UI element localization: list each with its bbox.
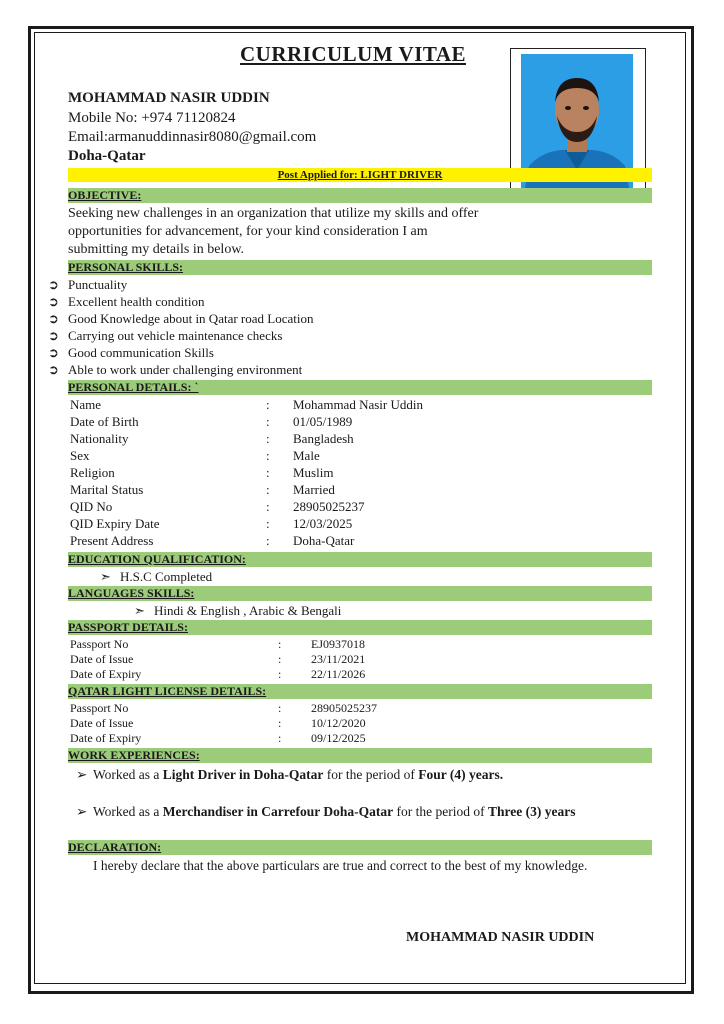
detail-colon: : — [278, 731, 282, 745]
arrow-bullet-icon: ➢ — [76, 767, 88, 782]
list-item — [48, 362, 302, 378]
detail-value: Muslim — [293, 465, 334, 480]
arrow-bullet-icon: ➲ — [48, 328, 59, 343]
detail-value: 28905025237 — [311, 701, 377, 715]
detail-label: Date of Birth — [70, 414, 139, 429]
detail-row — [70, 482, 650, 499]
section-heading: OBJECTIVE: — [68, 188, 142, 202]
detail-value: Doha-Qatar — [293, 533, 355, 548]
objective-line: submitting my details in below. — [68, 242, 245, 257]
objective-line: Seeking new challenges in an organization that utilize my skills and offer — [68, 206, 479, 221]
section-work-experience — [68, 748, 652, 763]
section-education — [68, 552, 652, 567]
signature-name: MOHAMMAD NASIR UDDIN — [406, 930, 595, 945]
work-text: for the period of — [393, 804, 488, 819]
detail-label: Name — [70, 397, 102, 412]
languages-item: Hindi & English , Arabic & Bengali — [154, 603, 342, 618]
section-heading: DECLARATION: — [68, 840, 162, 854]
detail-label: Present Address — [70, 533, 154, 548]
work-duration: Four (4) years. — [418, 767, 504, 782]
section-heading: WORK EXPERIENCES: — [68, 748, 200, 762]
detail-value: Mohammad Nasir Uddin — [293, 397, 423, 412]
detail-colon: : — [278, 652, 282, 666]
list-item — [134, 603, 341, 619]
detail-value: 12/03/2025 — [293, 516, 353, 531]
detail-row — [70, 731, 650, 746]
detail-label: QID No — [70, 499, 113, 514]
pointer-bullet-icon: ➣ — [134, 603, 145, 618]
list-item-label: Good Knowledge about in Qatar road Location — [68, 311, 314, 326]
section-heading: QATAR LIGHT LICENSE DETAILS: — [68, 684, 267, 698]
detail-colon: : — [266, 482, 270, 497]
detail-row — [70, 414, 650, 431]
detail-value: 23/11/2021 — [311, 652, 366, 666]
candidate-city: Doha-Qatar — [68, 148, 146, 164]
detail-label: Date of Issue — [70, 716, 134, 730]
list-item — [48, 311, 313, 327]
post-applied-text: Post Applied for: LIGHT DRIVER — [277, 169, 443, 181]
detail-row — [70, 701, 650, 716]
detail-label: Sex — [70, 448, 90, 463]
detail-label: Nationality — [70, 431, 129, 446]
detail-colon: : — [278, 667, 282, 681]
detail-value: Bangladesh — [293, 431, 354, 446]
list-item — [48, 345, 214, 361]
detail-value: 22/11/2026 — [311, 667, 366, 681]
work-role: Light Driver in Doha-Qatar — [162, 767, 324, 782]
detail-row — [70, 431, 650, 448]
detail-value: 28905025237 — [293, 499, 365, 514]
section-passport — [68, 620, 652, 635]
section-heading: PASSPORT DETAILS: — [68, 620, 188, 634]
work-item — [76, 766, 654, 804]
detail-value: EJ0937018 — [311, 637, 365, 651]
detail-row — [70, 448, 650, 465]
list-item-label: Excellent health condition — [68, 294, 205, 309]
work-text: for the period of — [323, 767, 419, 782]
detail-colon: : — [266, 465, 270, 480]
work-text: Worked as a — [93, 804, 163, 819]
detail-label: Religion — [70, 465, 115, 480]
section-heading: PERSONAL SKILLS: — [68, 260, 184, 274]
work-item — [76, 803, 654, 841]
section-personal-skills — [68, 260, 652, 275]
list-item-label: Good communication Skills — [68, 345, 214, 360]
detail-colon: : — [266, 397, 270, 412]
section-declaration — [68, 840, 652, 855]
pointer-bullet-icon: ➣ — [100, 569, 111, 584]
section-heading: LANGUAGES SKILLS: — [68, 586, 195, 600]
mobile-number: Mobile No: +974 71120824 — [68, 110, 236, 126]
candidate-name: MOHAMMAD NASIR UDDIN — [68, 90, 270, 106]
work-duration: Three (3) years — [487, 804, 576, 819]
detail-value: Married — [293, 482, 335, 497]
detail-row — [70, 516, 650, 533]
detail-value: 09/12/2025 — [311, 731, 366, 745]
section-heading: EDUCATION QUALIFICATION: — [68, 552, 246, 566]
detail-value: 01/05/1989 — [293, 414, 353, 429]
detail-value: 10/12/2020 — [311, 716, 366, 730]
detail-row — [70, 499, 650, 516]
detail-colon: : — [266, 516, 270, 531]
detail-colon: : — [278, 701, 282, 715]
detail-colon: : — [278, 716, 282, 730]
detail-label: Date of Issue — [70, 652, 134, 666]
detail-row — [70, 397, 650, 414]
detail-row — [70, 667, 650, 682]
list-item-label: Carrying out vehicle maintenance checks — [68, 328, 283, 343]
detail-row — [70, 465, 650, 482]
post-applied-bar — [68, 168, 652, 182]
detail-label: Passport No — [70, 637, 129, 651]
email-address: Email:armanuddinnasir8080@gmail.com — [68, 129, 317, 145]
list-item — [48, 294, 204, 310]
arrow-bullet-icon: ➲ — [48, 277, 59, 292]
list-item-label: Punctuality — [68, 277, 128, 292]
detail-row — [70, 652, 650, 667]
section-personal-details — [68, 380, 652, 395]
list-item — [48, 277, 127, 293]
section-languages — [68, 586, 652, 601]
detail-colon: : — [266, 499, 270, 514]
detail-colon: : — [266, 448, 270, 463]
section-objective — [68, 188, 652, 203]
objective-line: opportunities for advancement, for your kind consideration I am — [68, 224, 428, 239]
detail-label: Date of Expiry — [70, 731, 142, 745]
detail-label: Passport No — [70, 701, 129, 715]
detail-label: Date of Expiry — [70, 667, 142, 681]
declaration-text: I hereby declare that the above particulars are true and correct to the best of my knowledge. — [93, 858, 588, 873]
detail-row — [70, 716, 650, 731]
document-title: CURRICULUM VITAE — [240, 42, 466, 66]
detail-label: Marital Status — [70, 482, 144, 497]
arrow-bullet-icon: ➲ — [48, 311, 59, 326]
detail-colon: : — [266, 414, 270, 429]
section-license — [68, 684, 652, 699]
work-text: Worked as a — [93, 767, 163, 782]
arrow-bullet-icon: ➲ — [48, 294, 59, 309]
detail-label: QID Expiry Date — [70, 516, 160, 531]
detail-row — [70, 637, 650, 652]
detail-row — [70, 533, 650, 550]
section-heading: PERSONAL DETAILS: ` — [68, 380, 199, 394]
work-role: Merchandiser in Carrefour Doha-Qatar — [162, 804, 394, 819]
list-item-label: Able to work under challenging environment — [68, 362, 303, 377]
list-item — [48, 328, 282, 344]
arrow-bullet-icon: ➲ — [48, 362, 59, 377]
arrow-bullet-icon: ➢ — [76, 804, 88, 819]
list-item — [100, 569, 212, 585]
detail-colon: : — [266, 533, 270, 548]
detail-colon: : — [278, 637, 282, 651]
detail-value: Male — [293, 448, 320, 463]
detail-colon: : — [266, 431, 270, 446]
education-item: H.S.C Completed — [120, 569, 213, 584]
arrow-bullet-icon: ➲ — [48, 345, 59, 360]
